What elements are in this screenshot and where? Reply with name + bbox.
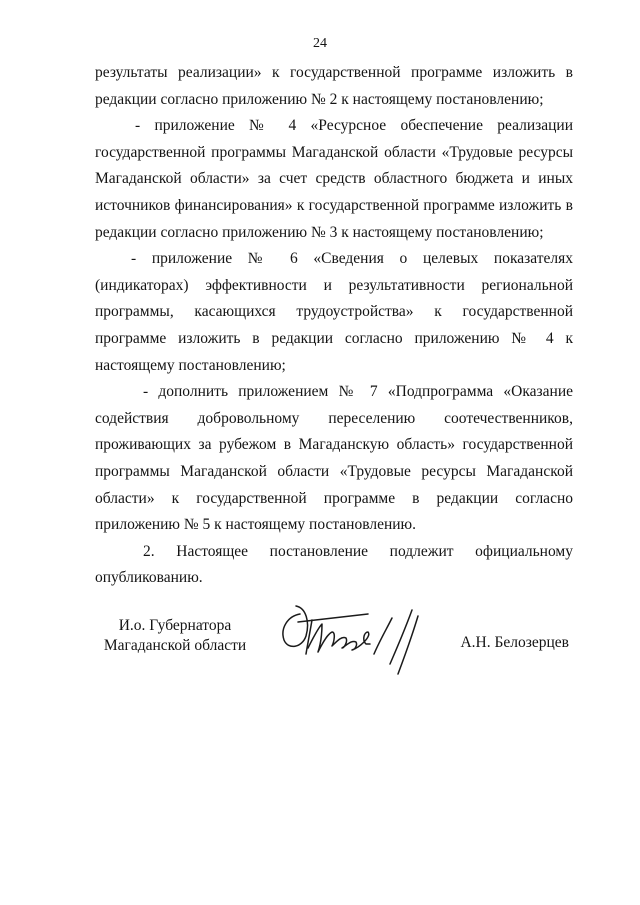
paragraph-appendix-4: - приложение № 4 «Ресурсное обеспечение реализации государственной программы Магаданской области «Трудовые ресурсы Магаданской области» за счет средств областного бюджета и иных источников финансирования» к государственной программе изложить в редакции согласно приложению № 3 к настоящему постановлению; (95, 117, 573, 241)
paragraph-appendix-7: - дополнить приложением № 7 «Подпрограмма «Оказание содействия добровольному переселению соотечественников, проживающих за рубежом в Магаданскую область» государственной программы Магаданской области «Трудовые ресурсы Магаданской области» к государственной программе в редакции согласно приложению № 5 к настоящему постановлению. (95, 383, 573, 534)
handwritten-signature (272, 592, 422, 682)
paragraph-publication: 2. Настоящее постановление подлежит официальному опубликованию. (95, 542, 573, 587)
page-number: 24 (313, 36, 327, 51)
signatory-position-line-1: И.о. Губернатора (118, 617, 232, 634)
signatory-position-line-2: Магаданской области (103, 637, 247, 654)
signatory-name: А.Н. Белозерцев (460, 634, 569, 651)
paragraph-appendix-6: - приложение № 6 «Сведения о целевых показателях (индикаторах) эффективности и результативности региональной программы, касающихся трудоустройства» к государственной программе изложить в редакции согласно приложению № 4 к настоящему постановлению; (95, 250, 573, 374)
signatory-position (95, 616, 255, 656)
paragraph-continuation: результаты реализации» к государственной программе изложить в редакции согласно приложению № 2 к настоящему постановлению; (95, 64, 573, 108)
document-body (95, 60, 573, 592)
